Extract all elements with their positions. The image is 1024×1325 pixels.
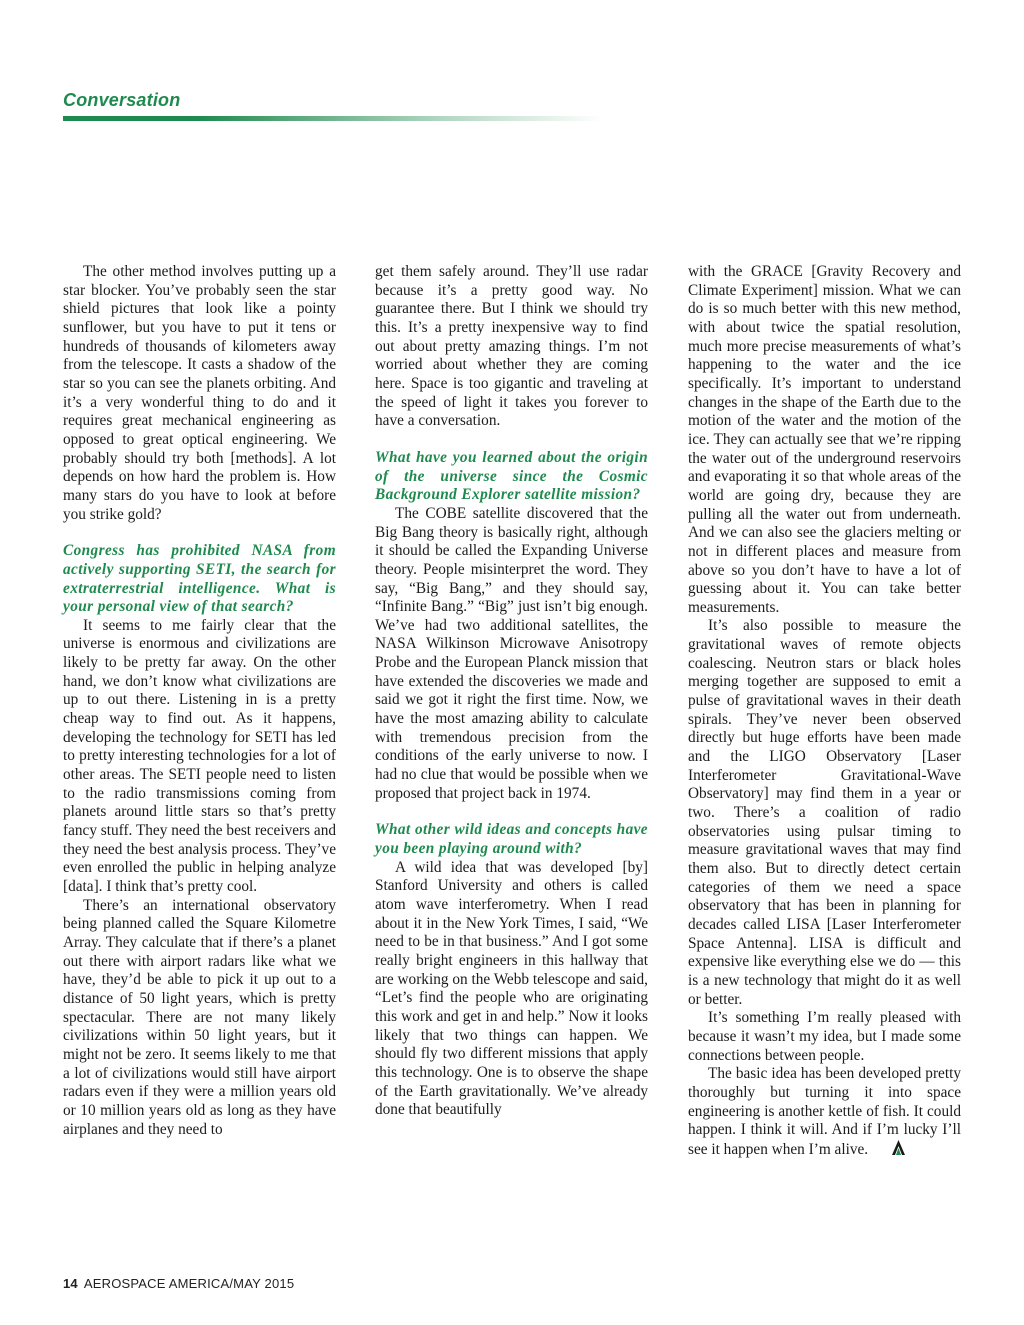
section-rule [63, 116, 603, 121]
aiaa-a-logo-icon [872, 1140, 905, 1161]
page-footer [63, 1276, 294, 1291]
paragraph-text: The basic idea has been developed pretty thoroughly but turning it into space engineering is another kettle of fish. It could happen. I think it will. And if I’m lucky I’ll see it happen when I’m alive. [688, 1065, 961, 1158]
paragraph: get them safely around. They’ll use radar because it’s a pretty good way. No guarantee there. But I think we should try this. It’s a pretty inexpensive way to find out about pretty amazing things. I’m not worried about whether they are coming here. Space is too gigantic and traveling at the speed of light it takes you forever to have a conversation. [375, 263, 648, 430]
paragraph: It’s something I’m really pleased with because it wasn’t my idea, but I made some connections between people. [688, 1009, 961, 1064]
article-column-3 [688, 263, 961, 1161]
paragraph-final [688, 1065, 961, 1160]
paragraph: with the GRACE [Gravity Recovery and Climate Experiment] mission. What we can do is so much better with this new method, with about twice the spatial resolution, much more precise measurements of what’s happening to the water and the ice specifically. It’s important to understand changes in the shape of the Earth due to the motion of the water and the motion of the ice. They can actually see that we’re ripping the water out of the underground reservoirs and evaporating it so that whole areas of the world are going dry, because they are pulling all the water out from underneath. And we can also see the glaciers melting or not in different places and measure from above so you don’t have to have a lot of guessing about it. You can take better measurements. [688, 263, 961, 616]
paragraph: The other method involves putting up a star blocker. You’ve probably seen the star shield pictures that look like a pointy sunflower, but you have to put it tens or hundreds of thousands of kilometers away from the telescope. It casts a shadow of the star so you can see the planets orbiting. And it’s a very wonderful thing to do and it requires great mechanical engineering as opposed to great optical engineering. We probably should try both [methods]. A lot depends on how hard the problem is. How many stars do you have to look at before you strike gold? [63, 263, 336, 523]
paragraph: It’s also possible to measure the gravitational waves of remote objects coalescing. Neutron stars or black holes merging together are supposed to emit a pulse of gravitational waves in their death spirals. They’ve never been observed directly but huge efforts have been made and the LIGO Observatory [Laser Interferometer Gravitational-Wave Observatory] may find them in a year or two. There’s a coalition of radio observatories using pulsar timing to measure gravitational waves that may find them also. But to directly detect certain categories of them we need a space observatory that has been in planning for decades called LISA [Laser Interferometer Space Antenna]. LISA is difficult and expensive like everything else we do — this is a new technology that might do it as well or better. [688, 617, 961, 1008]
publication-line: AEROSPACE AMERICA/MAY 2015 [83, 1276, 295, 1291]
paragraph: The COBE satellite discovered that the Big Bang theory is basically right, although it should be called the Expanding Universe theory. People misinterpret the word. They say, “Big Bang,” and they should say, “Infinite Bang.” “Big” just isn’t big enough. We’ve had two additional satellites, the NASA Wilkinson Microwave Anisotropy Probe and the European Planck mission that have extended the discoveries we made and said we got it right the first time. Now, we have the most amazing ability to calculate with tremendous precision from the conditions of the early universe to now. I had no clue that would be possible when we proposed that project back in 1974. [375, 504, 648, 802]
interview-question: What other wild ideas and concepts have you been playing around with? [375, 821, 648, 858]
paragraph: It seems to me fairly clear that the universe is enormous and civilizations are likely to be pretty far away. On the other hand, we don’t know what civilizations are up to out there. Listening in is a pretty cheap way to find out. As it happens, developing the technology for SETI has led to pretty interesting technologies for a lot of other areas. The SETI people need to listen to the radio transmissions coming from planets around little stars so that’s pretty fancy stuff. They need the best receivers and they need the best analysis process. They’ve even enrolled the public in helping analyze [data]. I think that’s pretty cool. [63, 616, 336, 895]
page-number: 14 [63, 1276, 78, 1291]
article-column-1 [63, 263, 336, 1139]
paragraph: A wild idea that was developed [by] Stanford University and others is called atom wave interferometry. When I read about it in the New York Times, I said, “We need to be in that business.” And I got some really bright engineers in this hallway that are working on the Webb telescope and said, “Let’s find the people who are originating this work and get in and help.” Now it looks likely that two things can happen. We should fly two different missions that apply this technology. One is to observe the shape of the Earth gravitationally. We’ve already done that beautifully [375, 858, 648, 1119]
interview-question: Congress has prohibited NASA from actively supporting SETI, the search for extraterrestrial intelligence. What is your personal view of that search? [63, 542, 336, 616]
section-label: Conversation [63, 90, 181, 110]
article-column-2 [375, 263, 648, 1120]
paragraph: There’s an international observatory being planned called the Square Kilometre Array. They calculate that if there’s a planet out there with airport radars like what we have, they’d be able to pick it up out to a distance of 50 light years, which is pretty spectacular. There are not many likely civilizations within 50 light years, but it might not be zero. It seems likely to me that a lot of civilizations would still have airport radars even if they were a million years old or 10 million years old as long as they have airplanes and they need to [63, 896, 336, 1138]
interview-question: What have you learned about the origin of the universe since the Cosmic Background Explorer satellite mission? [375, 448, 648, 504]
